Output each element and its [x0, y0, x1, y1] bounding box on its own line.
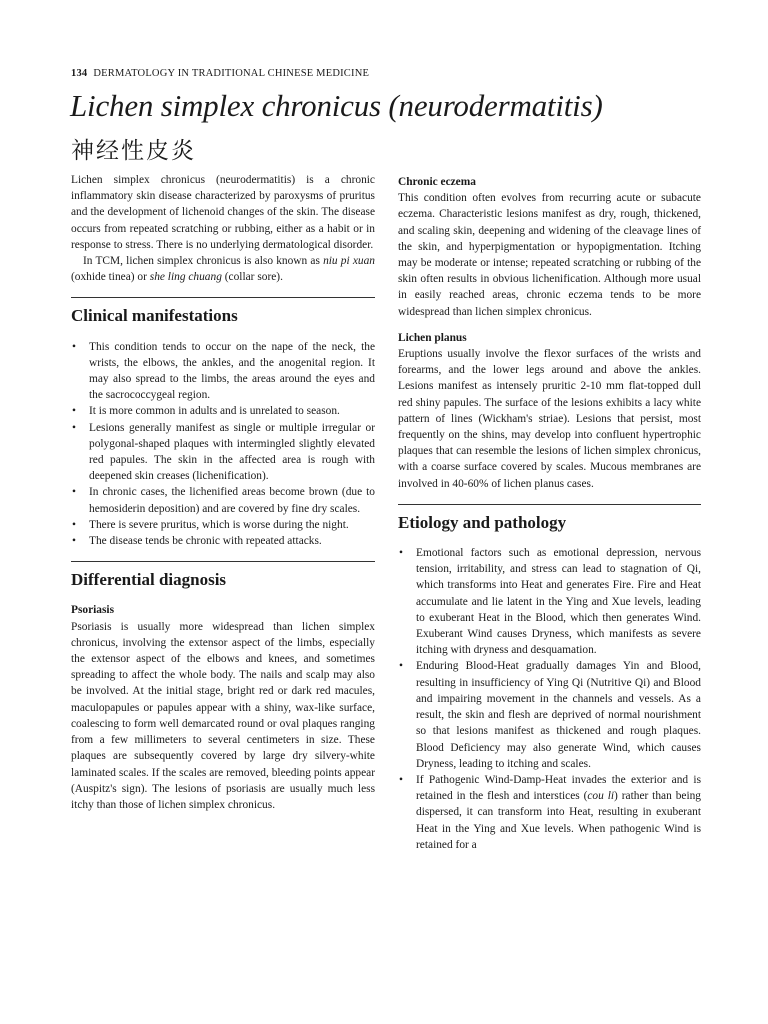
section-etiology [398, 504, 701, 531]
psoriasis-paragraph: Psoriasis is usually more widespread than lichen simplex chronicus, involving the extensor aspect of the limbs, especially the extensor aspect of the elbows and knees, and sometimes spreading to affect the whole body. The nails and scalp may also be involved. At the initial stage, bright red or dark red macules, maculopapules or papules appear with a shiny, wax-like surface, coalescing to form well demarcated round or oval plaques ranging from a few millimeters to several centimeters in size. These plaques are subsequently covered by large dry silvery-white laminated scales. If the scales are removed, bleeding points appear (Auspitz's sign). The lesions of psoriasis are usually much less itchy than those of lichen simplex chronicus. [71, 620, 375, 811]
intro-paragraph-tcm: In TCM, lichen simplex chronicus is also known as niu pi xuan (oxhide tinea) or she ling chuang (collar sore). [71, 255, 375, 284]
term-cou-li: cou li [587, 790, 615, 803]
etiology-list [398, 545, 701, 853]
intro-paragraph: Lichen simplex chronicus (neurodermatitis) is a chronic inflammatory skin disease characterized by paroxysms of pruritus and the development of lichenoid changes of the skin. The disease occurs from repeated scratching or rubbing, either as a habit or in response to stress. There is no underlying dermatological disorder. [71, 174, 375, 251]
heading-clinical-manifestations: Clinical manifestations [71, 306, 238, 326]
heading-etiology-pathology: Etiology and pathology [398, 512, 567, 532]
list-item: • There is severe pruritus, which is worse during the night. [71, 517, 375, 533]
list-item: • Enduring Blood-Heat gradually damages Yin and Blood, resulting in insufficiency of Ying Qi (Nutritive Qi) and Blood and impairing movement in the channels and vessels. As a result, the skin and flesh are deprived of normal nourishment so that lesions manifest as thickened and rough plaques. Blood Deficiency may also generate Wind, which causes Dryness, leading to itching and scales. [398, 658, 701, 771]
page-number: 134 [71, 68, 88, 79]
subheading-chronic-eczema: Chronic eczema [398, 176, 476, 188]
running-head [71, 68, 369, 79]
list-item: • In chronic cases, the lichenified areas become brown (due to hemosiderin deposition) and are covered by fine dry scales. [71, 484, 375, 516]
list-item: • Emotional factors such as emotional depression, nervous tension, irritability, and stress can lead to stagnation of Qi, which transforms into Heat and generates Fire. Fire and Heat accumulate and lie latent in the Ying and Xue levels, leading to exuberant Heat in the Blood, which then generates Wind. Exuberant Wind causes Dryness, which manifests as severe itching with dryness and desquamation. [398, 545, 701, 658]
page-title-chinese: 神经性皮炎 [71, 138, 196, 163]
section-differential [71, 561, 375, 588]
clinical-list [71, 339, 375, 550]
eczema-paragraph: This condition often evolves from recurring acute or subacute eczema. Characteristic lesions manifest as dry, rough, thickened, and scaling skin, deepening and widening of the cleavage lines of the skin, and hyperpigmentation or hypopigmentation. Itching may be moderate or intense; repeated scratching or rubbing of the skin often results in obvious lichenification. Although more usual in easily reached areas, chronic eczema tends to be more widespread than lichen simplex chronicus. [398, 192, 701, 318]
list-item: • This condition tends to occur on the nape of the neck, the wrists, the elbows, the ankles, and the anogenital region. It may also spread to the limbs, the areas around the eyes and the sacrococcygeal region. [71, 339, 375, 404]
subheading-psoriasis: Psoriasis [71, 604, 115, 617]
right-column [398, 174, 701, 853]
heading-differential-diagnosis: Differential diagnosis [71, 570, 227, 590]
list-item: • The disease tends be chronic with repeated attacks. [71, 533, 375, 549]
subheading-lichen-planus: Lichen planus [398, 331, 467, 344]
left-column [71, 172, 375, 813]
term-she-ling-chuang: she ling chuang [149, 271, 222, 284]
list-item: • Lesions generally manifest as single or multiple irregular or polygonal-shaped plaques with intermingled slightly elevated red papules. The skin in the affected area is rough with deepened skin creases (lichenification). [71, 420, 375, 485]
lichen-planus-paragraph: Eruptions usually involve the flexor surfaces of the wrists and forearms, and the lower legs around and above the ankles. Lesions manifest as intensely pruritic 2-10 mm flat-topped dull red shiny papules. The surface of the lesions exhibits a lacy white pattern of lines (Wickham's striae). Lesions that persist, most frequently on the shins, may develop into confluent hypertrophic plaques that can resemble the lesions of lichen simplex chronicus, with a coarse surface covered by scales. Mucous membranes are involved in 40-60% of lichen planus cases. [398, 348, 701, 490]
list-item: • It is more common in adults and is unrelated to season. [71, 403, 375, 419]
list-item: • If Pathogenic Wind-Damp-Heat invades the exterior and is retained in the flesh and interstices (cou li) rather than being dispersed, it can transform into Heat, resulting in exuberant Heat in the Ying and Xue levels. When pathogenic Wind is retained for a [398, 772, 701, 853]
page-title: Lichen simplex chronicus (neurodermatitis) [70, 88, 603, 123]
section-clinical [71, 297, 375, 324]
term-niu-pi-xuan: niu pi xuan [323, 255, 375, 268]
running-title: DERMATOLOGY IN TRADITIONAL CHINESE MEDICINE [93, 68, 370, 79]
